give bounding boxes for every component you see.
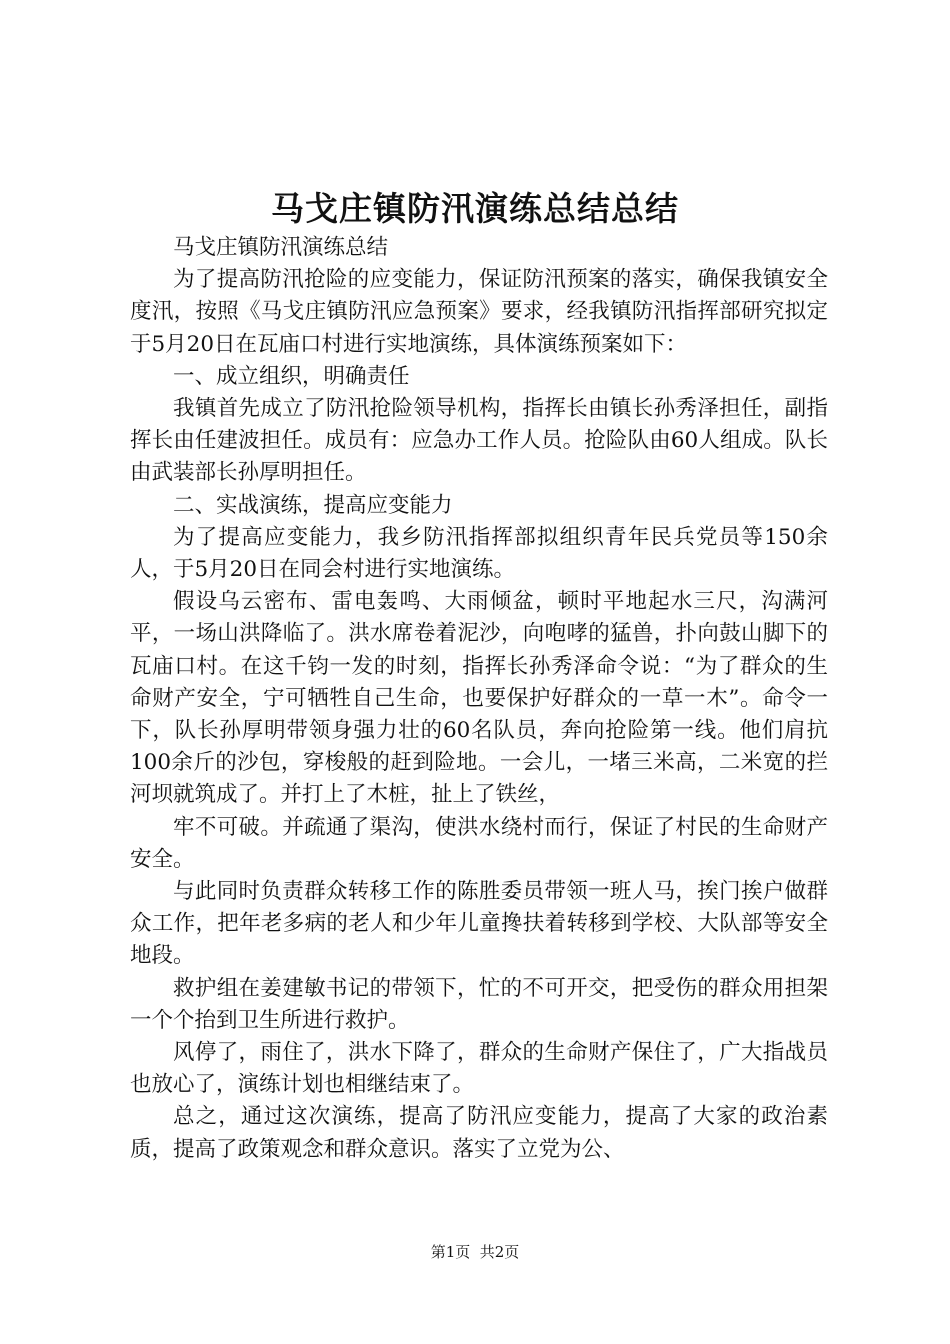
section-heading-1: 一、成立组织，明确责任 [173, 363, 410, 389]
body-paragraph: 为了提高应变能力，我乡防汛指挥部拟组织青年民兵党员等150余人，于5月20日在同会村进行实地演练。 [130, 524, 828, 583]
body-paragraph: 救护组在姜建敏书记的带领下，忙的不可开交，把受伤的群众用担架一个个抬到卫生所进行救护。 [130, 975, 828, 1033]
subtitle-paragraph: 马戈庄镇防汛演练总结 [173, 235, 389, 260]
body-paragraph: 假设乌云密布、雷电轰鸣、大雨倾盆，顿时平地起水三尺，沟满河平，一场山洪降临了。洪水席卷着泥沙，向咆哮的猛兽，扑向鼓山脚下的瓦庙口村。在这千钧一发的时刻，指挥长孙秀泽命令说：“为了群众的生命财产安全，宁可牺牲自己生命，也要保护好群众的一草一木”。命令一下，队长孙厚明带领身强力壮的60名队员，奔向抢险第一线。他们肩抗100余斤的沙包，穿梭般的赶到险地。一会儿，一堵三米高，二米宽的拦河坝就筑成了。并打上了木桩，扯上了铁丝， [130, 589, 828, 808]
page-footer [0, 1242, 950, 1262]
body-paragraph: 与此同时负责群众转移工作的陈胜委员带领一班人马，挨门挨户做群众工作，把年老多病的老人和少年儿童搀扶着转移到学校、大队部等安全地段。 [130, 879, 828, 969]
body-paragraph: 风停了，雨住了，洪水下降了，群众的生命财产保住了，广大指战员也放心了，演练计划也相继结束了。 [130, 1040, 828, 1098]
document-body [130, 232, 828, 1166]
section-heading-2: 二、实战演练，提高应变能力 [173, 492, 453, 518]
body-paragraph: 牢不可破。并疏通了渠沟，使洪水绕村而行，保证了村民的生命财产安全。 [130, 814, 828, 872]
page-number-label: 第1页 共2页 [430, 1243, 520, 1261]
body-paragraph: 总之，通过这次演练，提高了防汛应变能力，提高了大家的政治素质，提高了政策观念和群众意识。落实了立党为公、 [130, 1104, 828, 1162]
body-paragraph: 我镇首先成立了防汛抢险领导机构，指挥长由镇长孙秀泽担任，副指挥长由任建波担任。成员有：应急办工作人员。抢险队由60人组成。队长由武装部长孙厚明担任。 [130, 396, 828, 486]
intro-paragraph: 为了提高防汛抢险的应变能力，保证防汛预案的落实，确保我镇安全度汛，按照《马戈庄镇防汛应急预案》要求，经我镇防汛指挥部研究拟定于5月20日在瓦庙口村进行实地演练，具体演练预案如下： [130, 267, 828, 357]
document-title: 马戈庄镇防汛演练总结总结 [271, 189, 679, 228]
